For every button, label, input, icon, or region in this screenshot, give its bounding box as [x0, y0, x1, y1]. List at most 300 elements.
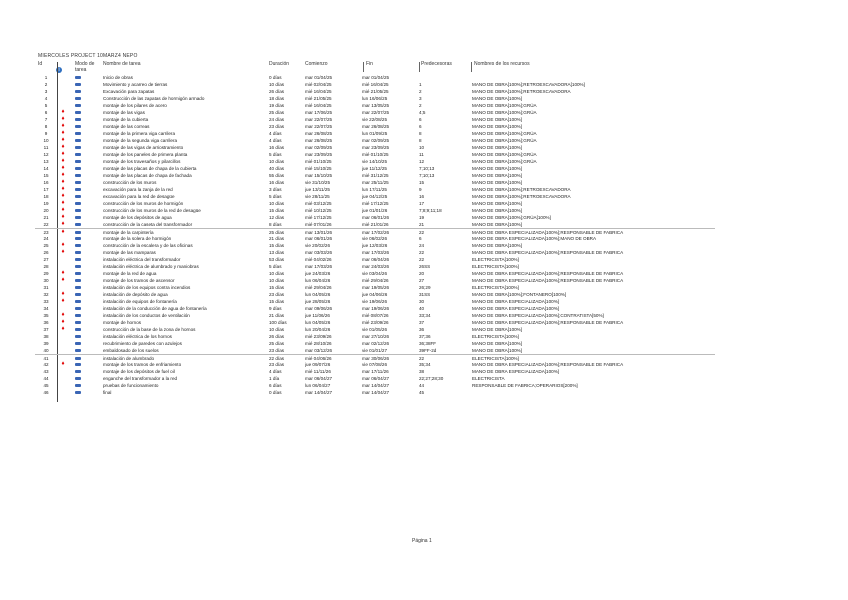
task-finish: jue 04/12/25 [362, 194, 388, 199]
task-name: enganche del transformador a la red [103, 376, 178, 381]
task-predecessors: 12 [419, 159, 425, 164]
task-duration: 6 días [269, 383, 282, 388]
task-predecessors: 36;38FF [419, 341, 437, 346]
auto-schedule-icon [75, 347, 85, 354]
task-resources: MANO DE OBRA ESPECIALIZADA[100%];CONTRATISTA[50%] [472, 313, 604, 318]
task-start: mar 01/04/25 [305, 75, 333, 80]
task-duration: 13 días [269, 250, 285, 255]
auto-schedule-icon [75, 130, 85, 137]
task-duration: 23 días [269, 362, 285, 367]
task-resources: MANO DE OBRA ESPECIALIZADA[100%] [472, 306, 560, 311]
auto-schedule-icon [75, 151, 85, 158]
task-duration: 4 días [269, 138, 282, 143]
task-start: mar 26/08/25 [305, 131, 333, 136]
auto-schedule-icon [75, 102, 85, 109]
task-duration: 21 días [269, 236, 285, 241]
task-id: 46 [43, 390, 49, 395]
task-duration: 21 días [269, 313, 285, 318]
task-row[interactable] [35, 151, 715, 158]
task-predecessors: 26SS [419, 264, 431, 269]
task-finish: vie 19/06/26 [362, 299, 388, 304]
task-predecessors: 37;36 [419, 334, 431, 339]
task-finish: mar 02/09/25 [362, 138, 390, 143]
task-duration: 5 días [269, 264, 282, 269]
task-start: jue 09/07/26 [305, 362, 331, 367]
task-finish: vie 22/08/25 [362, 117, 388, 122]
critical-indicator-icon: ♦ [61, 207, 65, 213]
task-id: 2 [44, 82, 48, 87]
header-name[interactable]: Nombre de tarea [103, 61, 141, 67]
task-predecessors: 30 [419, 299, 425, 304]
task-start: mar 22/07/25 [305, 117, 333, 122]
auto-schedule-icon [75, 382, 85, 389]
task-resources: MANO DE OBRA ESPECIALIZADA[100%];RESPONSABLE DE FABRICA [472, 278, 624, 283]
task-resources: MANO DE OBRA[100%] [472, 208, 523, 213]
task-row[interactable] [35, 263, 715, 270]
task-name: instalación de equipos de fontanería [103, 299, 177, 304]
task-predecessors: 35;34 [419, 362, 431, 367]
task-resources: MANO DE OBRA ESPECIALIZADA[100%];RESPONSABLE DE FABRICA [472, 320, 624, 325]
task-start: mar 17/06/25 [305, 110, 333, 115]
task-row[interactable] [35, 256, 715, 263]
critical-indicator-icon: ♦ [61, 165, 65, 171]
auto-schedule-icon [75, 256, 85, 263]
task-finish: vie 03/04/26 [362, 271, 388, 276]
task-resources: MANO DE OBRA[100%] [472, 180, 523, 185]
task-finish: vie 01/01/27 [362, 348, 388, 353]
task-predecessors: 19 [419, 215, 425, 220]
auto-schedule-icon [75, 333, 85, 340]
task-resources: MANO DE OBRA[100%] [472, 96, 523, 101]
task-id: 22 [43, 222, 49, 227]
task-name: instalación de alumbrado [103, 356, 155, 361]
critical-indicator-icon: ♦ [61, 158, 65, 164]
critical-indicator-icon: ♦ [61, 200, 65, 206]
critical-indicator-icon: ♦ [61, 179, 65, 185]
task-start: mar 02/09/25 [305, 145, 333, 150]
task-finish: mié 08/07/26 [362, 313, 389, 318]
task-predecessors: 45 [419, 390, 425, 395]
task-start: jue 28/05/26 [305, 299, 331, 304]
task-predecessors: 9 [419, 187, 422, 192]
auto-schedule-icon [75, 291, 85, 298]
task-predecessors: 40 [419, 306, 425, 311]
task-finish: mar 19/05/26 [362, 285, 390, 290]
task-finish: vie 07/08/26 [362, 362, 388, 367]
auto-schedule-icon [75, 305, 85, 312]
task-row[interactable] [35, 361, 715, 368]
task-row[interactable] [35, 207, 715, 214]
task-row[interactable] [35, 228, 715, 235]
task-duration: 16 días [269, 180, 285, 185]
task-duration: 18 días [269, 96, 285, 101]
header-id[interactable]: Id [38, 61, 43, 67]
auto-schedule-icon [75, 207, 85, 214]
task-row[interactable] [35, 333, 715, 340]
task-start: lun 06/04/27 [305, 383, 331, 388]
task-predecessors: 8 [419, 138, 422, 143]
task-resources: MANO DE OBRA[100%];GRÚA [472, 138, 537, 143]
task-row[interactable] [35, 116, 715, 123]
task-predecessors: 2 [419, 89, 422, 94]
task-row[interactable] [35, 193, 715, 200]
task-name: montaje de las correas [103, 124, 150, 129]
task-id: 42 [43, 362, 49, 367]
task-finish: mié 21/01/26 [362, 222, 389, 227]
task-name: instalación eléctrica de los hornos [103, 334, 172, 339]
task-id: 10 [43, 138, 49, 143]
task-name: construcción de los muros de hormigón [103, 201, 184, 206]
auto-schedule-icon [75, 95, 85, 102]
critical-indicator-icon: ♦ [61, 249, 65, 255]
task-finish: lun 01/09/25 [362, 131, 388, 136]
task-row[interactable] [35, 95, 715, 102]
task-finish: lun 17/11/25 [362, 187, 387, 192]
header-predecessors[interactable]: Predecesoras [421, 61, 452, 67]
task-id: 25 [43, 243, 49, 248]
task-predecessors: 24 [419, 243, 425, 248]
task-duration: 1 día [269, 376, 280, 381]
task-row[interactable] [35, 375, 715, 382]
task-duration: 0 días [269, 75, 282, 80]
task-row[interactable] [35, 305, 715, 312]
task-name: instalación de depósito de agua [103, 292, 168, 297]
task-row[interactable] [35, 179, 715, 186]
task-id: 38 [43, 334, 49, 339]
task-name: construcción de la base de la zona de hornos [103, 327, 196, 332]
task-row[interactable] [35, 291, 715, 298]
task-start: jue 24/03/26 [305, 271, 331, 276]
task-duration: 26 días [269, 334, 285, 339]
task-finish: mar 17/02/26 [362, 230, 390, 235]
task-start: mié 02/04/25 [305, 82, 332, 87]
auto-schedule-icon [75, 263, 85, 270]
task-row[interactable] [35, 137, 715, 144]
task-finish: mié 31/12/25 [362, 173, 389, 178]
task-start: lun 20/04/26 [305, 327, 331, 332]
task-resources: MANO DE OBRA[100%] [472, 327, 523, 332]
task-row[interactable] [35, 102, 715, 109]
task-finish: mié 17/12/25 [362, 201, 389, 206]
task-start: mié 03/12/25 [305, 201, 332, 206]
task-start: mar 17/03/26 [305, 264, 333, 269]
task-row[interactable] [35, 130, 715, 137]
task-name: montaje de los depósitos de agua [103, 215, 172, 220]
critical-indicator-icon: ♦ [61, 326, 65, 332]
task-id: 18 [43, 194, 49, 199]
task-row[interactable] [35, 200, 715, 207]
auto-schedule-icon [75, 74, 85, 81]
task-start: mar 06/04/27 [305, 376, 333, 381]
task-resources: MANO DE OBRA[100%];FONTANERO[100%] [472, 292, 567, 297]
task-id: 36 [43, 320, 49, 325]
task-finish: mié 21/05/25 [362, 89, 389, 94]
task-finish: lun 16/06/25 [362, 96, 388, 101]
task-id: 20 [43, 208, 49, 213]
task-resources: MANO DE OBRA[100%];RETROEXCAVADORA [472, 187, 571, 192]
task-duration: 10 días [269, 327, 285, 332]
task-finish: mié 16/04/25 [362, 82, 389, 87]
task-id: 32 [43, 292, 49, 297]
task-row[interactable] [35, 326, 715, 333]
task-row[interactable] [35, 109, 715, 116]
task-table [35, 74, 715, 396]
task-start: mié 10/12/25 [305, 208, 332, 213]
task-duration: 55 días [269, 173, 285, 178]
task-predecessors: 22 [419, 257, 425, 262]
task-duration: 0 días [269, 390, 282, 395]
task-finish: mar 19/06/26 [362, 306, 390, 311]
task-predecessors: 27 [419, 278, 425, 283]
task-name: instalación eléctrica del transformador [103, 257, 181, 262]
task-id: 34 [43, 306, 49, 311]
task-name: instalación de los conductos de ventilación [103, 313, 190, 318]
critical-indicator-icon: ♦ [61, 361, 65, 367]
task-row[interactable] [35, 270, 715, 277]
task-row[interactable] [35, 368, 715, 375]
task-start: mié 16/04/25 [305, 103, 332, 108]
task-row[interactable] [35, 88, 715, 95]
auto-schedule-icon [75, 277, 85, 284]
auto-schedule-icon [75, 193, 85, 200]
task-duration: 23 días [269, 348, 285, 353]
project-title: MIERCOLES PROJECT 10MARZ4 NEPO [38, 53, 138, 59]
task-row[interactable] [35, 144, 715, 151]
task-duration: 10 días [269, 82, 285, 87]
task-finish: mar 24/03/26 [362, 264, 390, 269]
auto-schedule-icon [75, 186, 85, 193]
task-resources: MANO DE OBRA[100%] [472, 341, 523, 346]
auto-schedule-icon [75, 200, 85, 207]
task-resources: MANO DE OBRA[100%];RETROEXCAVADORA[100%] [472, 82, 585, 87]
task-id: 29 [43, 271, 49, 276]
task-start: mié 07/01/26 [305, 222, 332, 227]
task-finish: mar 06/04/27 [362, 376, 390, 381]
task-row[interactable] [35, 172, 715, 179]
task-row[interactable] [35, 354, 715, 361]
task-resources: MANO DE OBRA[100%];GRÚA [472, 152, 537, 157]
task-row[interactable] [35, 319, 715, 326]
task-duration: 12 días [269, 215, 285, 220]
task-start: mar 09/06/26 [305, 306, 333, 311]
task-row[interactable] [35, 389, 715, 396]
task-predecessors: 31SS [419, 292, 431, 297]
task-row[interactable] [35, 235, 715, 242]
task-id: 14 [43, 166, 49, 171]
task-row[interactable] [35, 277, 715, 284]
header-finish[interactable]: Fin [366, 61, 373, 67]
task-predecessors: 7;10;13 [419, 173, 435, 178]
task-finish: mar 27/10/26 [362, 334, 390, 339]
task-start: mar 06/01/26 [305, 236, 333, 241]
task-duration: 53 días [269, 257, 285, 262]
task-predecessors: 7;10;13 [419, 166, 435, 171]
task-row[interactable] [35, 382, 715, 389]
task-resources: MANO DE OBRA[100%] [472, 243, 523, 248]
task-predecessors: 6 [419, 124, 422, 129]
column-divider [363, 62, 364, 72]
task-duration: 5 días [269, 152, 282, 157]
task-resources: MANO DE OBRA[100%];GRÚA [472, 159, 537, 164]
task-id: 8 [44, 124, 48, 129]
task-duration: 10 días [269, 201, 285, 206]
critical-indicator-icon: ♦ [61, 151, 65, 157]
task-id: 7 [44, 117, 48, 122]
task-id: 11 [43, 145, 49, 150]
task-duration: 15 días [269, 299, 285, 304]
task-finish: jue 12/03/26 [362, 243, 388, 248]
task-resources: MANO DE OBRA[100%] [472, 117, 523, 122]
task-resources: MANO DE OBRA[100%] [472, 222, 523, 227]
task-duration: 16 días [269, 145, 285, 150]
task-start: jue 13/11/25 [305, 187, 330, 192]
auto-schedule-icon [75, 123, 85, 130]
auto-schedule-icon [75, 221, 85, 228]
task-predecessors: 21 [419, 222, 425, 227]
task-start: mar 23/09/25 [305, 152, 333, 157]
auto-schedule-icon [75, 326, 85, 333]
task-predecessors: 44 [419, 383, 425, 388]
task-id: 23 [43, 230, 49, 235]
task-row[interactable] [35, 74, 715, 81]
task-id: 26 [43, 250, 49, 255]
task-resources: MANO DE OBRA ESPECIALIZADA[100%];RESPONSABLE DE FABRICA [472, 230, 624, 235]
task-name: montaje de los depósitos de fuel oil [103, 369, 175, 374]
task-row[interactable] [35, 214, 715, 221]
auto-schedule-icon [75, 214, 85, 221]
task-start: mar 14/04/27 [305, 390, 333, 395]
task-duration: 3 días [269, 187, 282, 192]
task-name: final [103, 390, 112, 395]
task-name: pruebas de funcionamiento [103, 383, 159, 388]
task-name: construcción de la escalera y de las oficinas [103, 243, 193, 248]
task-id: 3 [44, 89, 48, 94]
task-row[interactable] [35, 312, 715, 319]
task-row[interactable] [35, 242, 715, 249]
critical-indicator-icon: ♦ [61, 298, 65, 304]
task-start: jue 11/06/26 [305, 313, 330, 318]
task-id: 16 [43, 180, 49, 185]
task-resources: MANO DE OBRA[100%] [472, 201, 523, 206]
task-row[interactable] [35, 284, 715, 291]
task-predecessors: 39FF-2d [419, 348, 437, 353]
task-resources: MANO DE OBRA[100%];GRÚA [472, 103, 537, 108]
task-id: 15 [43, 173, 49, 178]
task-finish: jue 04/06/26 [362, 292, 388, 297]
info-icon: i [56, 67, 62, 73]
header-mode[interactable]: Modo de tarea [75, 61, 95, 73]
task-row[interactable] [35, 249, 715, 256]
task-finish: mar 17/11/26 [362, 369, 389, 374]
task-start: mié 17/12/25 [305, 215, 332, 220]
task-row[interactable] [35, 340, 715, 347]
header-start[interactable]: Comienzo [305, 61, 328, 67]
task-id: 44 [43, 376, 49, 381]
task-id: 4 [44, 96, 48, 101]
task-resources: MANO DE OBRA[100%];GRÚA[100%] [472, 215, 551, 220]
task-name: montaje de la primera viga carrilera [103, 131, 175, 136]
task-row[interactable] [35, 221, 715, 228]
task-row[interactable] [35, 298, 715, 305]
auto-schedule-icon [75, 235, 85, 242]
task-name: montaje de las placas de chapa de la cubierta [103, 166, 197, 171]
task-start: mié 15/10/25 [305, 166, 332, 171]
task-row[interactable] [35, 347, 715, 354]
task-duration: 40 días [269, 166, 285, 171]
critical-indicator-icon: ♦ [61, 130, 65, 136]
task-resources: MANO DE OBRA ESPECIALIZADA[100%];MANO DE OBRA [472, 236, 597, 241]
task-name: montaje de hornos [103, 320, 142, 325]
task-id: 43 [43, 369, 49, 374]
task-id: 41 [43, 356, 49, 361]
task-id: 9 [44, 131, 48, 136]
task-name: Excavación para zapatas [103, 89, 155, 94]
auto-schedule-icon [75, 144, 85, 151]
task-predecessors: 16 [419, 194, 425, 199]
task-finish: jue 01/01/26 [362, 208, 388, 213]
task-predecessors: 10 [419, 145, 425, 150]
task-finish: mié 01/10/25 [362, 152, 389, 157]
task-name: construcción de los muros [103, 180, 157, 185]
task-duration: 26 días [269, 89, 285, 94]
task-row[interactable] [35, 186, 715, 193]
task-resources: MANO DE OBRA[100%] [472, 348, 523, 353]
task-duration: 25 días [269, 230, 285, 235]
task-resources: MANO DE OBRA[100%] [472, 124, 523, 129]
task-finish: mar 23/09/25 [362, 145, 390, 150]
critical-indicator-icon: ♦ [61, 116, 65, 122]
task-id: 28 [43, 264, 49, 269]
auto-schedule-icon [75, 340, 85, 347]
task-start: mar 15/10/25 [305, 173, 333, 178]
task-start: vie 20/02/26 [305, 243, 331, 248]
task-id: 37 [43, 327, 49, 332]
task-finish: jue 11/12/25 [362, 166, 387, 171]
header-duration[interactable]: Duración [269, 61, 290, 67]
task-predecessors: 6 [419, 117, 422, 122]
task-row[interactable] [35, 81, 715, 88]
task-predecessors: 36 [419, 327, 425, 332]
task-predecessors: 22 [419, 250, 425, 255]
critical-indicator-icon: ♦ [61, 242, 65, 248]
task-name: construcción de los muros de la red de desagüe [103, 208, 201, 213]
task-name: montaje de la solera de hormigón [103, 236, 172, 241]
task-row[interactable] [35, 123, 715, 130]
task-predecessors: 11 [419, 152, 424, 157]
task-resources: ELECTRICISTA[100%] [472, 334, 519, 339]
task-row[interactable] [35, 158, 715, 165]
task-predecessors: 33;34 [419, 313, 431, 318]
task-resources: MANO DE OBRA[100%];GRÚA [472, 110, 537, 115]
task-predecessors: 2 [419, 103, 422, 108]
task-predecessors: 17 [419, 201, 425, 206]
task-predecessors: 6 [419, 236, 422, 241]
auto-schedule-icon [75, 165, 85, 172]
task-predecessors: 22;27;28;30 [419, 376, 444, 381]
task-duration: 10 días [269, 278, 285, 283]
task-name: embaldosado de los suelos [103, 348, 159, 353]
task-name: instalación de los equipos contra incendios [103, 285, 191, 290]
column-divider [471, 62, 472, 72]
header-resources[interactable]: Nombres de los recursos [474, 61, 530, 67]
critical-indicator-icon: ♦ [61, 123, 65, 129]
task-start: lun 04/05/26 [305, 292, 331, 297]
task-finish: mié 29/04/26 [362, 278, 389, 283]
critical-indicator-icon: ♦ [61, 270, 65, 276]
auto-schedule-icon [75, 116, 85, 123]
task-predecessors: 20 [419, 271, 425, 276]
task-row[interactable] [35, 165, 715, 172]
